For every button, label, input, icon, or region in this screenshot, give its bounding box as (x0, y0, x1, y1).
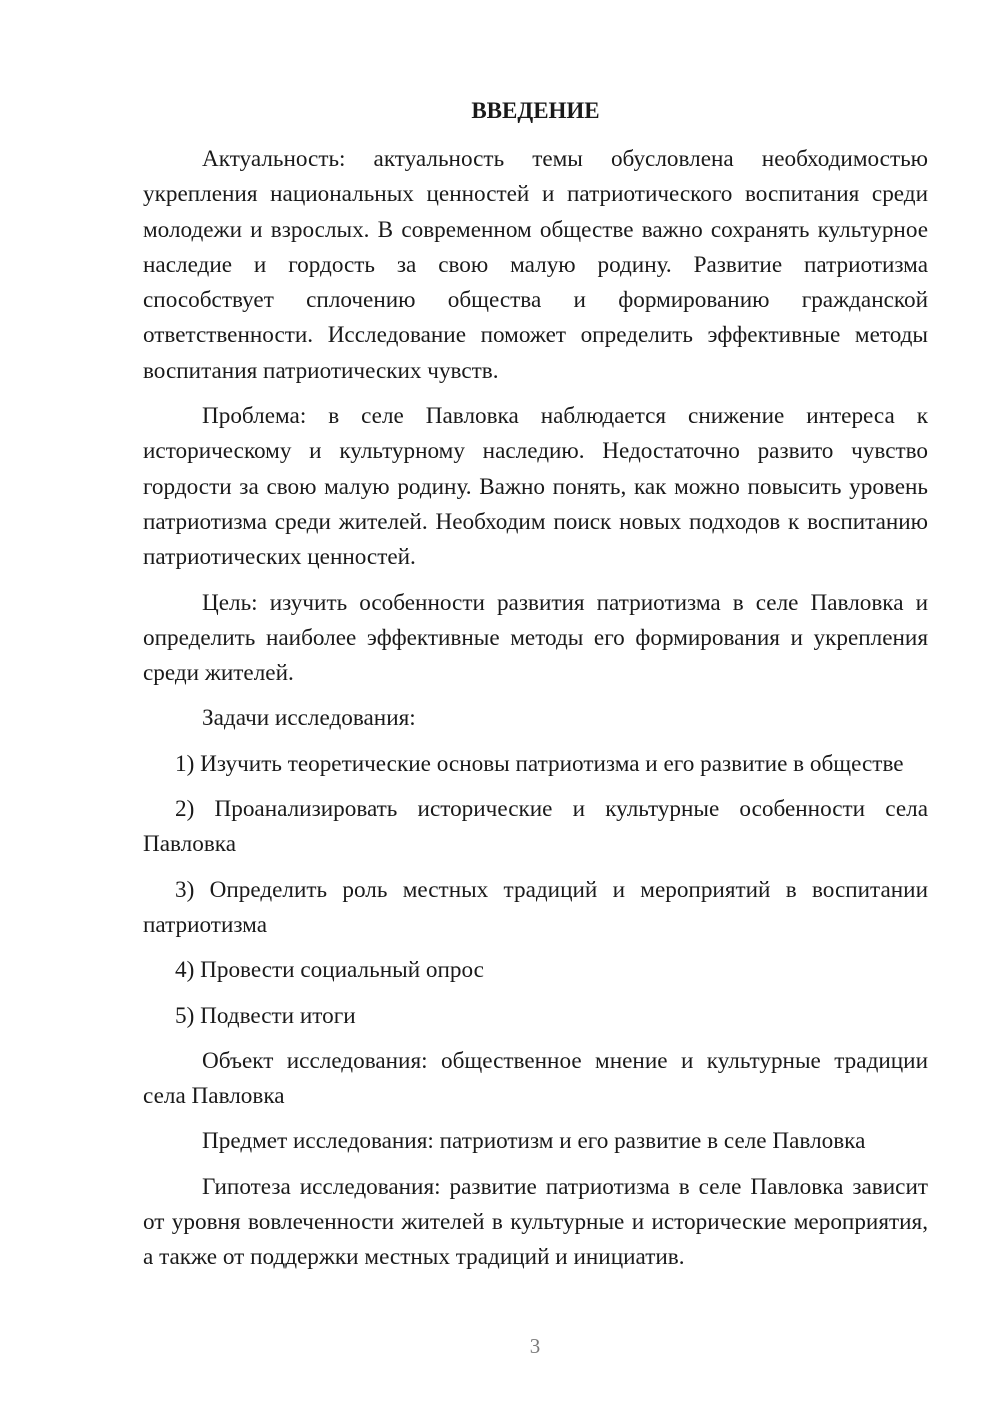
goal-paragraph: Цель: изучить особенности развития патриотизма в селе Павловка и определить наиболее эффективные методы его формирования и укрепления среди жителей. (143, 589, 928, 687)
section-title: ВВЕДЕНИЕ (471, 98, 600, 123)
task-item-4: 4) Провести социальный опрос (175, 957, 484, 984)
object-paragraph: Объект исследования: общественное мнение и культурные традиции села Павловка (143, 1047, 928, 1110)
task-item-2: 2) Проанализировать исторические и культурные особенности села Павловка (143, 796, 928, 858)
task-item-5: 5) Подвести итоги (175, 1002, 356, 1029)
task-item-3: 3) Определить роль местных традиций и мероприятий в воспитании патриотизма (143, 876, 928, 938)
relevance-paragraph: Актуальность: актуальность темы обусловлена необходимостью укрепления национальных ценностей и патриотического воспитания среди молодежи и взрослых. В современном обществе важно сохранять культурное наследие и гордость за свою малую родину. Развитие патриотизма способствует сплочению общества и формированию гражданской ответственности. Исследование поможет определить эффективные методы воспитания патриотических чувств. (143, 146, 928, 384)
document-body (143, 142, 928, 1286)
hypothesis-paragraph: Гипотеза исследования: развитие патриотизма в селе Павловка зависит от уровня вовлеченности жителей в культурные и исторические мероприятия, а также от поддержки местных традиций и инициатив. (143, 1173, 928, 1271)
task-item-1: 1) Изучить теоретические основы патриотизма и его развитие в обществе (175, 750, 904, 777)
page-number: 3 (529, 1334, 541, 1358)
tasks-heading: Задачи исследования: (202, 705, 416, 732)
subject-paragraph: Предмет исследования: патриотизм и его развитие в селе Павловка (202, 1128, 866, 1155)
problem-paragraph: Проблема: в селе Павловка наблюдается снижение интереса к историческому и культурному наследию. Недостаточно развито чувство гордости за свою малую родину. Важно понять, как можно повысить уровень патриотизма среди жителей. Необходим поиск новых подходов к воспитанию патриотических ценностей. (143, 403, 928, 571)
